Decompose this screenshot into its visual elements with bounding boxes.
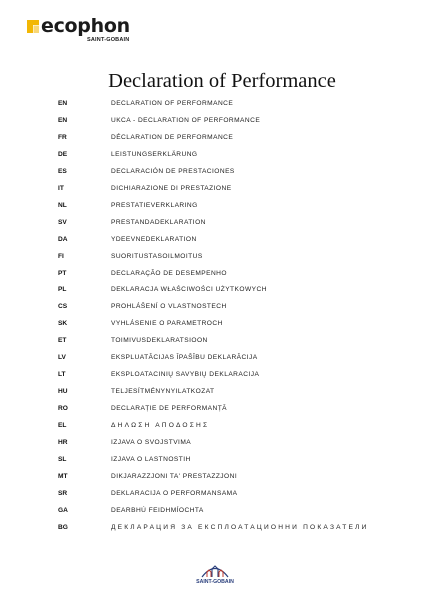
translation-row [0, 371, 424, 383]
saint-gobain-logo-icon [200, 562, 230, 578]
translation-row [0, 439, 424, 451]
language-code: BG [58, 523, 68, 531]
translated-title: DICHIARAZIONE DI PRESTAZIONE [111, 184, 232, 192]
language-code: CS [58, 303, 68, 311]
language-code: FI [58, 252, 64, 260]
translated-title: DECLARATION OF PERFORMANCE [111, 100, 234, 107]
translation-row [0, 507, 424, 519]
translation-row [0, 236, 424, 248]
translation-row [0, 151, 424, 163]
translation-row [0, 405, 424, 417]
translation-row [0, 422, 424, 434]
translation-row [0, 202, 424, 214]
translated-title: DECLARAȚIE DE PERFORMANȚĂ [111, 405, 228, 413]
translated-title: SUORITUSTASOILMOITUS [111, 252, 203, 260]
translated-title: VYHLÁSENIE O PARAMETROCH [111, 320, 223, 328]
translated-title: PROHLÁŠENÍ O VLASTNOSTECH [111, 303, 227, 311]
translated-title: DECLARAÇÃO DE DESEMPENHO [111, 269, 227, 277]
translation-row [0, 100, 424, 112]
translated-title: YDEEVNEDEKLARATION [111, 235, 197, 243]
translated-title: DÉCLARATION DE PERFORMANCE [111, 133, 234, 141]
translated-title: EKSPLOATACINIŲ SAVYBIŲ DEKLARACIJA [111, 371, 260, 379]
translation-row [0, 456, 424, 468]
language-code: SK [58, 320, 68, 328]
translation-row [0, 354, 424, 366]
translated-title: ΔΗΛΩΣΗ ΑΠΟΔΟΣΗΣ [111, 422, 210, 430]
translated-title: PRESTATIEVERKLARING [111, 201, 198, 209]
language-code: HU [58, 388, 68, 396]
translation-row [0, 219, 424, 231]
language-code: NL [58, 201, 67, 209]
language-code: FR [58, 133, 67, 141]
translation-row [0, 286, 424, 298]
brand-parent: SAINT-GOBAIN [87, 37, 130, 43]
translated-title: DEKLARACIJA O PERFORMANSAMA [111, 489, 238, 497]
translation-row [0, 303, 424, 315]
translated-title: TOIMIVUSDEKLARATSIOON [111, 337, 208, 345]
translation-row [0, 185, 424, 197]
language-code: PL [58, 286, 67, 294]
translation-row [0, 490, 424, 502]
language-code: MT [58, 472, 68, 480]
translated-title: PRESTANDADEKLARATION [111, 218, 206, 226]
ecophon-logo [26, 16, 136, 48]
translation-row [0, 253, 424, 265]
language-code: EN [58, 100, 68, 107]
translation-row [0, 168, 424, 180]
language-code: SL [58, 455, 67, 463]
language-code: ES [58, 167, 67, 175]
translation-row [0, 337, 424, 349]
language-code: LV [58, 354, 66, 362]
language-code: GA [58, 506, 68, 514]
language-code: LT [58, 371, 66, 379]
language-code: IT [58, 184, 64, 192]
language-code: HR [58, 439, 68, 446]
translated-title: UKCA - DECLARATION OF PERFORMANCE [111, 116, 261, 124]
translated-title: DEKLARACJA WŁAŚCIWOŚCI UŻYTKOWYCH [111, 286, 267, 294]
language-code: EL [58, 422, 67, 430]
translation-row [0, 320, 424, 332]
translated-title: IZJAVA O LASTNOSTIH [111, 455, 191, 463]
translation-row [0, 388, 424, 400]
translated-title: DEARBHÚ FEIDHMÍOCHTA [111, 506, 204, 514]
translated-title: EKSPLUATĀCIJAS ĪPAŠĪBU DEKLARĀCIJA [111, 354, 258, 362]
language-code: RO [58, 405, 68, 413]
translation-row [0, 117, 424, 129]
language-code: SR [58, 489, 68, 497]
translation-row [0, 270, 424, 282]
translation-row [0, 134, 424, 146]
translation-row [0, 473, 424, 485]
translated-title: TELJESÍTMÉNYNYILATKOZAT [111, 388, 215, 396]
language-code: DA [58, 235, 68, 243]
language-code: PT [58, 269, 67, 277]
translated-title: IZJAVA O SVOJSTVIMA [111, 439, 192, 446]
language-code: SV [58, 218, 67, 226]
ecophon-logo-icon [26, 19, 40, 34]
brand-name: ecophon [41, 15, 130, 37]
saint-gobain-logo [190, 562, 240, 588]
translated-title: DIKJARAZZJONI TA' PRESTAZZJONI [111, 472, 238, 480]
translation-row [0, 524, 424, 536]
translated-title: ДЕКЛАРАЦИЯ ЗА ЕКСПЛОАТАЦИОННИ ПОКАЗАТЕЛИ [111, 523, 369, 531]
translated-title: LEISTUNGSERKLÄRUNG [111, 150, 198, 158]
language-code: DE [58, 150, 68, 158]
translated-title: DECLARACIÓN DE PRESTACIONES [111, 167, 235, 175]
footer-logo-text: SAINT-GOBAIN [196, 579, 234, 585]
language-code: EN [58, 116, 68, 124]
page-title: Declaration of Performance [108, 70, 336, 92]
language-code: ET [58, 337, 67, 345]
